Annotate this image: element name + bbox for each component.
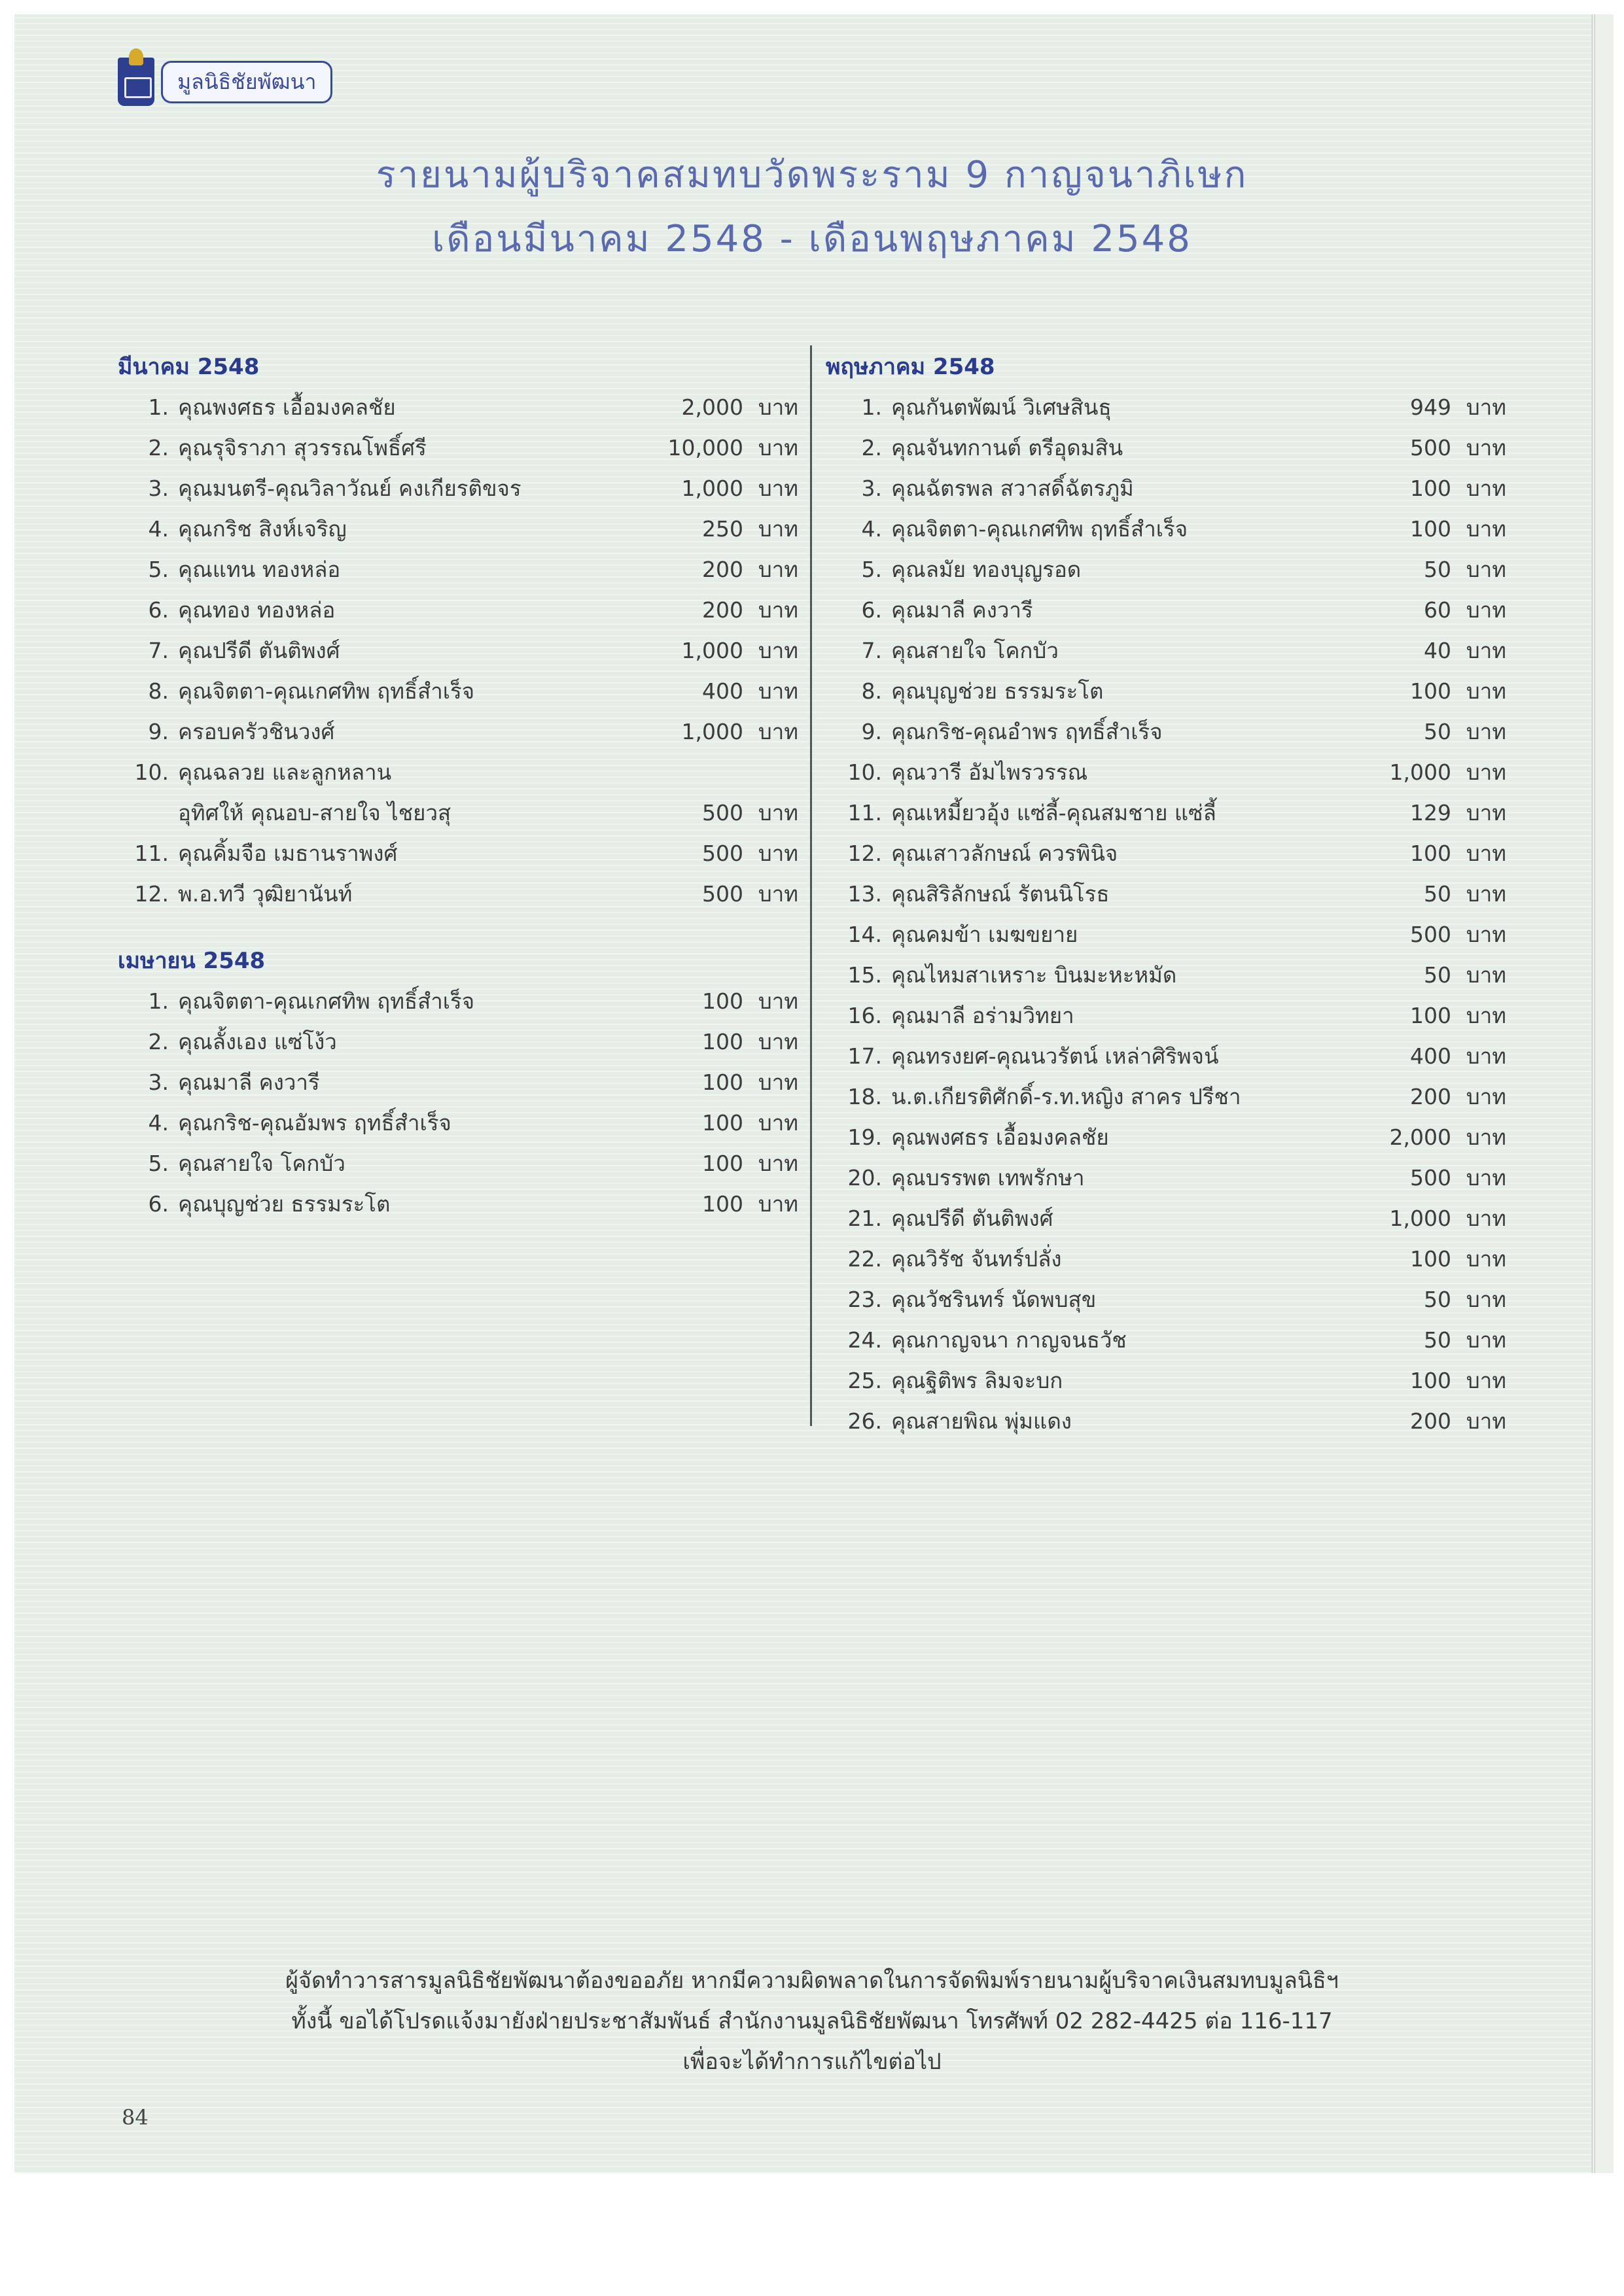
donor-row	[118, 590, 798, 631]
currency-unit: บาท	[1466, 922, 1506, 947]
donor-row	[118, 1184, 798, 1225]
row-number: 20.	[847, 1165, 882, 1191]
donation-amount: 100	[1410, 1246, 1451, 1272]
donation-amount: 200	[1410, 1084, 1451, 1109]
donor-list-may	[826, 387, 1506, 1442]
left-column	[118, 347, 798, 1225]
donor-row	[826, 752, 1506, 793]
currency-unit: บาท	[758, 435, 798, 461]
section-title-may: พฤษภาคม 2548	[826, 354, 995, 380]
row-number: 11.	[847, 800, 882, 826]
currency-unit: บาท	[1466, 759, 1506, 785]
donor-row	[826, 793, 1506, 833]
donor-row	[826, 833, 1506, 874]
row-number: 1.	[861, 394, 882, 420]
donor-name: คุณสิริลักษณ์ รัตนนิโรธ	[891, 881, 1110, 907]
donation-amount: 200	[1410, 1408, 1451, 1434]
donor-name: คุณลมัย ทองบุญรอด	[891, 557, 1082, 582]
row-number: 6.	[148, 1191, 169, 1217]
row-number: 14.	[847, 922, 882, 947]
donor-row	[826, 590, 1506, 631]
donor-row	[826, 428, 1506, 468]
donation-amount: 50	[1424, 719, 1451, 744]
donor-row	[118, 712, 798, 752]
column-divider	[810, 345, 812, 1426]
emblem-icon	[118, 58, 154, 106]
row-number: 12.	[847, 841, 882, 866]
donation-amount: 500	[1410, 922, 1451, 947]
donation-amount	[652, 752, 743, 793]
row-number: 3.	[861, 476, 882, 501]
row-number: 24.	[847, 1327, 882, 1353]
donor-row	[826, 1077, 1506, 1117]
donation-amount: 2,000	[1389, 1124, 1451, 1150]
row-number: 16.	[847, 1003, 882, 1028]
donor-row	[118, 981, 798, 1022]
donor-row	[118, 752, 798, 793]
row-number: 8.	[861, 678, 882, 704]
donor-name: คุณฉลวย และลูกหลาน	[178, 759, 392, 785]
donor-row	[826, 914, 1506, 955]
donation-amount: 200	[702, 597, 743, 623]
donation-amount: 100	[1410, 1003, 1451, 1028]
donor-name: คุณบรรพต เทพรักษา	[891, 1165, 1085, 1191]
donor-name: คุณกันตพัฒน์ วิเศษสินธุ	[891, 394, 1112, 420]
donor-name: คุณมาลี คงวารี	[891, 597, 1033, 623]
donation-amount: 250	[702, 516, 743, 542]
donor-name: พ.อ.ทวี วุฒิยานันท์	[178, 881, 353, 907]
row-number: 17.	[847, 1043, 882, 1069]
currency-unit: บาท	[1466, 1003, 1506, 1028]
footer-note-line2: ทั้งนี้ ขอได้โปรดแจ้งมายังฝ่ายประชาสัมพันธ์ สำนักงานมูลนิธิชัยพัฒนา โทรศัพท์ 02 282-4425 ต่อ 116-117	[291, 2008, 1333, 2034]
currency-unit: บาท	[1466, 638, 1506, 663]
row-number: 13.	[847, 881, 882, 907]
donation-amount: 500	[1410, 1165, 1451, 1191]
donor-name: คุณกาญจนา กาญจนธวัช	[891, 1327, 1127, 1353]
currency-unit: บาท	[1466, 841, 1506, 866]
currency-unit: บาท	[1466, 435, 1506, 461]
donation-amount: 50	[1424, 962, 1451, 988]
donor-row	[826, 996, 1506, 1036]
donor-name: คุณสายพิณ พุ่มแดง	[891, 1408, 1072, 1434]
donation-amount: 50	[1424, 557, 1451, 582]
donation-amount: 500	[702, 800, 743, 826]
currency-unit	[743, 752, 798, 793]
donor-row	[826, 955, 1506, 996]
donor-row	[826, 387, 1506, 428]
donor-name: คุณวิรัช จันทร์ปลั่ง	[891, 1246, 1062, 1272]
row-number: 2.	[861, 435, 882, 461]
donor-row	[118, 671, 798, 712]
donor-row	[826, 1361, 1506, 1401]
currency-unit: บาท	[758, 476, 798, 501]
page-title: รายนามผู้บริจาคสมทบวัดพระราม 9 กาญจนาภิเษก	[376, 154, 1248, 196]
donor-name: คุณคิ้มจือ เมธานราพงศ์	[178, 841, 398, 866]
row-number: 19.	[847, 1124, 882, 1150]
row-number: 4.	[148, 1110, 169, 1136]
row-number: 5.	[148, 557, 169, 582]
donor-row	[118, 1103, 798, 1143]
donation-amount: 100	[1410, 476, 1451, 501]
donor-name: คุณสายใจ โคกบัว	[891, 638, 1059, 663]
donation-amount: 1,000	[1389, 759, 1451, 785]
row-number: 18.	[847, 1084, 882, 1109]
currency-unit: บาท	[758, 881, 798, 907]
donor-row	[826, 509, 1506, 549]
donor-name: คุณเสาวลักษณ์ ควรพินิจ	[891, 841, 1118, 866]
donation-amount: 100	[1410, 841, 1451, 866]
row-number: 3.	[148, 1070, 169, 1095]
donation-amount: 100	[702, 1151, 743, 1176]
donor-name: อุทิศให้ คุณอบ-สายใจ ไชยวสุ	[178, 800, 451, 826]
donor-row	[118, 1062, 798, 1103]
currency-unit: บาท	[1466, 1408, 1506, 1434]
currency-unit: บาท	[1466, 394, 1506, 420]
currency-unit: บาท	[758, 557, 798, 582]
donation-amount: 10,000	[667, 435, 743, 461]
donor-row	[826, 874, 1506, 914]
donation-amount: 949	[1410, 394, 1451, 420]
donor-row	[826, 1320, 1506, 1361]
donation-amount: 100	[1410, 516, 1451, 542]
currency-unit: บาท	[1466, 1368, 1506, 1393]
donor-name: คุณไหมสาเหราะ บินมะหะหมัด	[891, 962, 1177, 988]
donation-amount: 400	[1410, 1043, 1451, 1069]
row-number: 23.	[847, 1287, 882, 1312]
donor-name: คุณมาลี คงวารี	[178, 1070, 320, 1095]
currency-unit: บาท	[758, 638, 798, 663]
currency-unit: บาท	[758, 1151, 798, 1176]
donation-amount: 1,000	[681, 476, 743, 501]
logo-text: มูลนิธิชัยพัฒนา	[161, 61, 332, 103]
donation-amount: 500	[702, 881, 743, 907]
donor-name: คุณวัชรินทร์ นัดพบสุข	[891, 1287, 1097, 1312]
donation-amount: 400	[702, 678, 743, 704]
currency-unit: บาท	[1466, 1327, 1506, 1353]
currency-unit: บาท	[758, 394, 798, 420]
currency-unit: บาท	[1466, 516, 1506, 542]
currency-unit: บาท	[1466, 1287, 1506, 1312]
row-number: 10.	[134, 759, 169, 785]
donor-row	[118, 833, 798, 874]
donor-name: คุณฉัตรพล สวาสดิ์ฉัตรภูมิ	[891, 476, 1134, 501]
row-number: 5.	[148, 1151, 169, 1176]
donor-name: ครอบครัวชินวงศ์	[178, 719, 335, 744]
donor-name: คุณทอง ทองหล่อ	[178, 597, 336, 623]
row-number: 9.	[148, 719, 169, 744]
donor-list-april	[118, 981, 798, 1225]
currency-unit: บาท	[1466, 800, 1506, 826]
donation-amount: 500	[702, 841, 743, 866]
donor-name: คุณสายใจ โคกบัว	[178, 1151, 345, 1176]
currency-unit: บาท	[1466, 476, 1506, 501]
donor-name: คุณลั้งเอง แซ่โง้ว	[178, 1029, 337, 1054]
currency-unit: บาท	[1466, 1206, 1506, 1231]
donor-row	[118, 874, 798, 914]
row-number: 4.	[148, 516, 169, 542]
section-title-march: มีนาคม 2548	[118, 354, 260, 380]
donor-row	[118, 1022, 798, 1062]
donor-row	[826, 1198, 1506, 1239]
donor-name: คุณแทน ทองหล่อ	[178, 557, 341, 582]
row-number: 9.	[861, 719, 882, 744]
donor-name: คุณพงศธร เอื้อมงคลชัย	[178, 394, 396, 420]
donor-name: น.ต.เกียรติศักดิ์-ร.ท.หญิง สาคร ปรีชา	[891, 1084, 1241, 1109]
donor-name: คุณกริช-คุณอัมพร ฤทธิ์สำเร็จ	[178, 1110, 451, 1136]
donor-row	[118, 468, 798, 509]
currency-unit: บาท	[758, 1191, 798, 1217]
page-number: 84	[122, 2105, 149, 2130]
row-number: 11.	[134, 841, 169, 866]
donor-name: คุณพงศธร เอื้อมงคลชัย	[891, 1124, 1109, 1150]
donor-row	[118, 793, 798, 833]
currency-unit: บาท	[758, 800, 798, 826]
currency-unit: บาท	[758, 988, 798, 1014]
donor-name: คุณทรงยศ-คุณนวรัตน์ เหล่าศิริพจน์	[891, 1043, 1219, 1069]
row-number: 6.	[148, 597, 169, 623]
donor-row	[118, 549, 798, 590]
row-number: 10.	[847, 759, 882, 785]
row-number: 21.	[847, 1206, 882, 1231]
donation-amount: 200	[702, 557, 743, 582]
donor-name: คุณบุญช่วย ธรรมระโต	[178, 1191, 391, 1217]
row-number: 4.	[861, 516, 882, 542]
donor-name: คุณรุจิราภา สุวรรณโพธิ์ศรี	[178, 435, 427, 461]
donation-amount: 100	[1410, 1368, 1451, 1393]
donor-row	[826, 1158, 1506, 1198]
currency-unit: บาท	[758, 678, 798, 704]
row-number	[118, 793, 178, 833]
currency-unit: บาท	[1466, 962, 1506, 988]
donation-amount: 1,000	[1389, 1206, 1451, 1231]
donation-amount: 100	[1410, 678, 1451, 704]
row-number: 2.	[148, 1029, 169, 1054]
donor-name: คุณกริช-คุณอำพร ฤทธิ์สำเร็จ	[891, 719, 1163, 744]
donation-amount: 40	[1424, 638, 1451, 663]
currency-unit: บาท	[1466, 881, 1506, 907]
donor-name: คุณมาลี อร่ามวิทยา	[891, 1003, 1074, 1028]
section-title-april: เมษายน 2548	[118, 948, 266, 974]
currency-unit: บาท	[1466, 557, 1506, 582]
donor-row	[118, 428, 798, 468]
donor-name: คุณปรีดี ตันติพงศ์	[178, 638, 340, 663]
row-number: 3.	[148, 476, 169, 501]
donor-name: คุณจิตตา-คุณเกศทิพ ฤทธิ์สำเร็จ	[891, 516, 1188, 542]
currency-unit: บาท	[1466, 678, 1506, 704]
donor-name: คุณปรีดี ตันติพงศ์	[891, 1206, 1053, 1231]
donor-row	[826, 1117, 1506, 1158]
donation-amount: 50	[1424, 1327, 1451, 1353]
row-number: 2.	[148, 435, 169, 461]
donation-amount: 1,000	[681, 719, 743, 744]
donor-name: คุณวารี อัมไพรวรรณ	[891, 759, 1088, 785]
donor-name: คุณจิตตา-คุณเกศทิพ ฤทธิ์สำเร็จ	[178, 678, 475, 704]
donation-amount: 100	[702, 1029, 743, 1054]
foundation-logo	[118, 58, 332, 106]
donation-amount: 50	[1424, 881, 1451, 907]
donor-row	[118, 509, 798, 549]
currency-unit: บาท	[1466, 1124, 1506, 1150]
donor-row	[826, 1279, 1506, 1320]
donation-amount: 100	[702, 1070, 743, 1095]
donor-row	[826, 712, 1506, 752]
donation-amount: 100	[702, 1191, 743, 1217]
donor-name: คุณกริช สิงห์เจริญ	[178, 516, 347, 542]
right-column	[826, 347, 1506, 1442]
currency-unit: บาท	[758, 841, 798, 866]
row-number: 22.	[847, 1246, 882, 1272]
donor-row	[118, 1143, 798, 1184]
donation-amount: 500	[1410, 435, 1451, 461]
donor-list-march	[118, 387, 798, 914]
row-number: 5.	[861, 557, 882, 582]
currency-unit: บาท	[1466, 1165, 1506, 1191]
row-number: 6.	[861, 597, 882, 623]
row-number: 1.	[148, 988, 169, 1014]
footer-note-line3: เพื่อจะได้ทำการแก้ไขต่อไป	[682, 2049, 942, 2075]
donation-amount: 50	[1424, 1287, 1451, 1312]
donor-name: คุณจิตตา-คุณเกศทิพ ฤทธิ์สำเร็จ	[178, 988, 475, 1014]
currency-unit: บาท	[1466, 1084, 1506, 1109]
donor-name: คุณมนตรี-คุณวิลาวัณย์ คงเกียรติขจร	[178, 476, 521, 501]
row-number: 25.	[847, 1368, 882, 1393]
donor-name: คุณบุญช่วย ธรรมระโต	[891, 678, 1104, 704]
donor-row	[826, 1401, 1506, 1442]
row-number: 15.	[847, 962, 882, 988]
donor-name: คุณเหมี้ยวอุ้ง แซ่ลี้-คุณสมชาย แซ่ลี้	[891, 800, 1216, 826]
row-number: 7.	[148, 638, 169, 663]
donor-name: คุณจันทกานต์ ตรีอุดมสิน	[891, 435, 1123, 461]
page-edge	[1594, 14, 1614, 2173]
donation-amount: 129	[1410, 800, 1451, 826]
donation-amount: 100	[702, 1110, 743, 1136]
currency-unit: บาท	[758, 597, 798, 623]
currency-unit: บาท	[1466, 597, 1506, 623]
donor-row	[826, 549, 1506, 590]
donor-name: คุณคมข้า เมฆขยาย	[891, 922, 1078, 947]
row-number: 12.	[134, 881, 169, 907]
currency-unit: บาท	[1466, 1246, 1506, 1272]
donation-amount: 2,000	[681, 394, 743, 420]
donor-row	[118, 631, 798, 671]
currency-unit: บาท	[758, 1110, 798, 1136]
footer-note-line1: ผู้จัดทำวารสารมูลนิธิชัยพัฒนาต้องขออภัย หากมีความผิดพลาดในการจัดพิมพ์รายนามผู้บริจาคเงินสมทบมูลนิธิฯ	[285, 1968, 1339, 1994]
donor-row	[826, 1036, 1506, 1077]
page-subtitle: เดือนมีนาคม 2548 - เดือนพฤษภาคม 2548	[432, 218, 1192, 260]
currency-unit: บาท	[1466, 1043, 1506, 1069]
currency-unit: บาท	[1466, 719, 1506, 744]
donor-row	[826, 468, 1506, 509]
donor-row	[826, 671, 1506, 712]
currency-unit: บาท	[758, 719, 798, 744]
currency-unit: บาท	[758, 1070, 798, 1095]
row-number: 8.	[148, 678, 169, 704]
currency-unit: บาท	[758, 1029, 798, 1054]
row-number: 7.	[861, 638, 882, 663]
donation-amount: 100	[702, 988, 743, 1014]
row-number: 26.	[847, 1408, 882, 1434]
currency-unit: บาท	[758, 516, 798, 542]
donation-amount: 60	[1424, 597, 1451, 623]
donor-row	[826, 1239, 1506, 1279]
donation-amount: 1,000	[681, 638, 743, 663]
row-number: 1.	[148, 394, 169, 420]
donor-name: คุณฐิติพร ลิมจะบก	[891, 1368, 1063, 1393]
donor-row	[118, 387, 798, 428]
donor-row	[826, 631, 1506, 671]
